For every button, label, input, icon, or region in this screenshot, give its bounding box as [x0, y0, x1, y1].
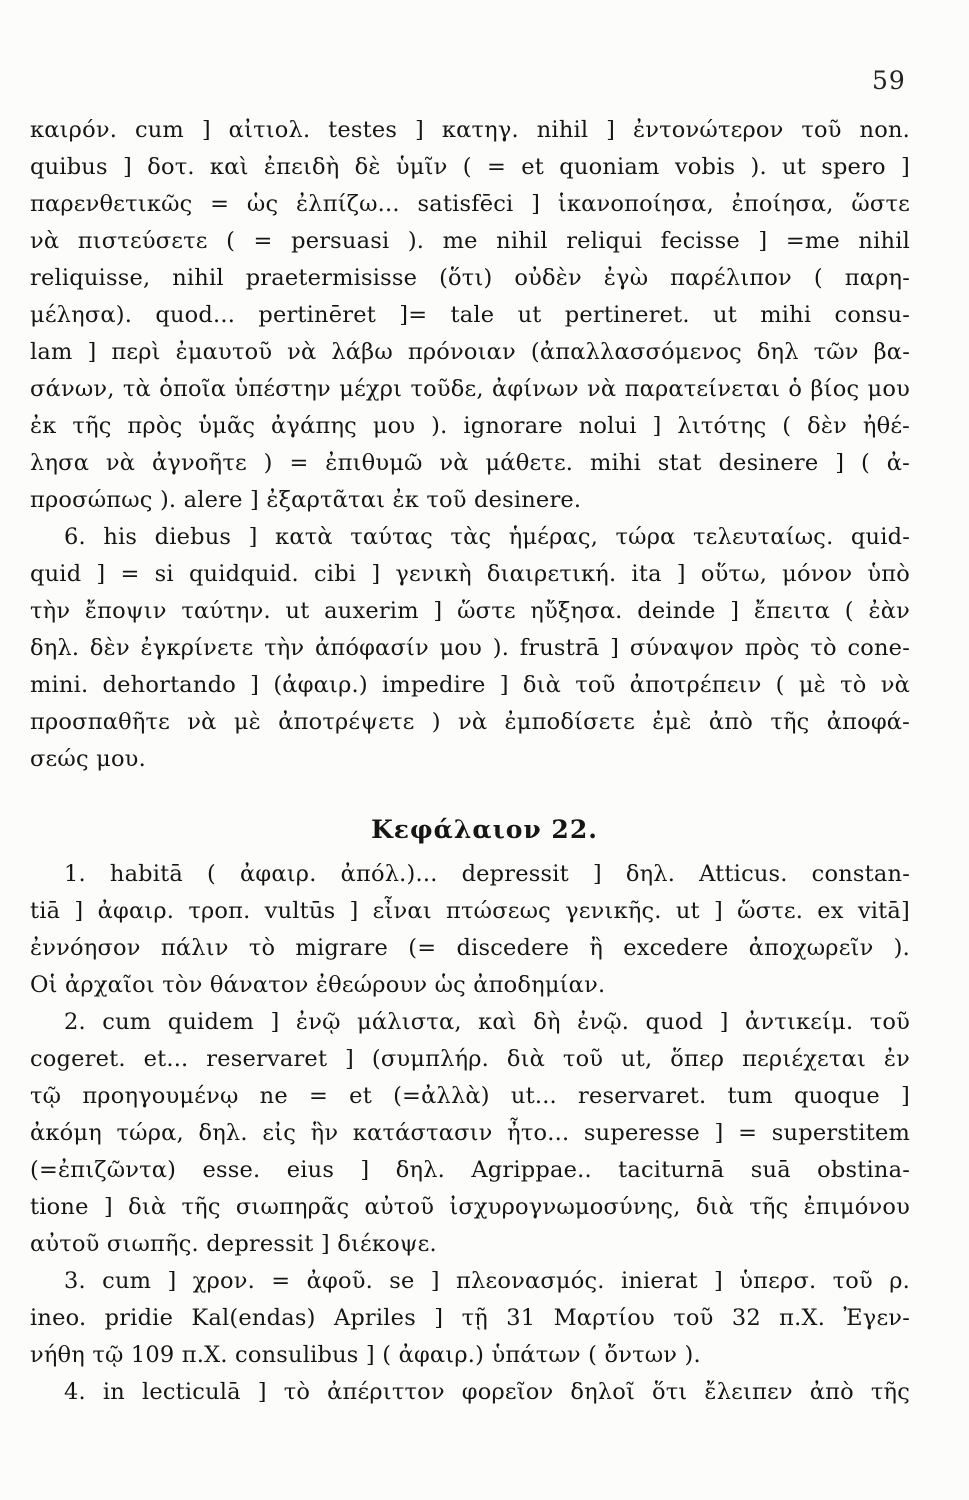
- text-line: προσπαθῆτε νὰ μὲ ἀποτρέψετε ) νὰ ἐμποδίσετε ἐμὲ ἀπὸ τῆς ἀποφά-: [30, 709, 910, 735]
- text-line: αὐτοῦ σιωπῆς. depressit ] διέκοψε.: [30, 1231, 437, 1257]
- text-line: νὰ πιστεύσετε ( = persuasi ). me nihil reliqui fecisse ] =me nihil: [30, 228, 910, 254]
- text-line: reliquisse, nihil praetermisisse (ὅτι) οὐδὲν ἐγὼ παρέλιπον ( παρη-: [30, 265, 910, 291]
- text-line: τὴν ἔποψιν ταύτην. ut auxerim ] ὥστε ηὔξησα. deinde ] ἔπειτα ( ἐὰν: [30, 598, 910, 624]
- text-line: ἐννόησον πάλιν τὸ migrare (= discedere ἢ excedere ἀποχωρεῖν ).: [30, 935, 910, 961]
- commentary-section-2: [30, 856, 910, 1411]
- text-line: νήθη τῷ 109 π.Χ. consulibus ] ( ἀφαιρ.) ὑπάτων ( ὄντων ).: [30, 1342, 701, 1368]
- text-line: τῷ προηγουμένῳ ne = et (=ἀλλὰ) ut... reservaret. tum quoque ]: [30, 1083, 910, 1109]
- text-line: λησα νὰ ἀγνοῆτε ) = ἐπιθυμῶ νὰ μάθετε. mihi stat desinere ] ( ἀ-: [30, 450, 910, 476]
- commentary-section-1: [30, 112, 910, 778]
- text-line: σάνων, τὰ ὁποῖα ὑπέστην μέχρι τοῦδε, ἀφίνων νὰ παρατείνεται ὁ βίος μου: [30, 376, 910, 402]
- text-line: tiā ] ἀφαιρ. τροπ. vultūs ] εἶναι πτώσεως γενικῆς. ut ] ὥστε. ex vitā]: [30, 898, 910, 924]
- text-line: 2. cum quidem ] ἐνῷ μάλιστα, καὶ δὴ ἐνῷ. quod ] ἀντικείμ. τοῦ: [64, 1009, 910, 1035]
- text-line: σεώς μου.: [30, 746, 146, 772]
- text-line: Οἱ ἀρχαῖοι τὸν θάνατον ἐθεώρουν ὡς ἀποδημίαν.: [30, 972, 606, 998]
- text-line: δηλ. δὲν ἐγκρίνετε τὴν ἀπόφασίν μου ). frustrā ] σύναψον πρὸς τὸ cone-: [30, 635, 910, 661]
- text-line: 1. habitā ( ἀφαιρ. ἀπόλ.)... depressit ] δηλ. Atticus. constan-: [64, 861, 910, 887]
- text-line: ἀκόμη τώρα, δηλ. εἰς ἣν κατάστασιν ἦτο... superesse ] = superstitem: [30, 1120, 910, 1146]
- text-line: quid ] = si quidquid. cibi ] γενικὴ διαιρετική. ita ] οὕτω, μόνον ὑπὸ: [30, 561, 910, 587]
- text-line: ἐκ τῆς πρὸς ὑμᾶς ἀγάπης μου ). ignorare nolui ] λιτότης ( δὲν ἠθέ-: [30, 413, 910, 439]
- text-line: ineo. pridie Kal(endas) Apriles ] τῇ 31 Μαρτίου τοῦ 32 π.Χ. Ἐγεν-: [30, 1305, 910, 1331]
- text-line: προσώπως ). alere ] ἐξαρτᾶται ἐκ τοῦ desinere.: [30, 487, 582, 513]
- text-line: mini. dehortando ] (ἀφαιρ.) impedire ] διὰ τοῦ ἀποτρέπειν ( μὲ τὸ νὰ: [30, 672, 910, 698]
- page-number: 59: [872, 66, 906, 95]
- text-line: 3. cum ] χρον. = ἀφοῦ. se ] πλεονασμός. inierat ] ὑπερσ. τοῦ ρ.: [64, 1268, 910, 1294]
- text-line: 6. his diebus ] κατὰ ταύτας τὰς ἡμέρας, τώρα τελευταίως. quid-: [64, 524, 910, 550]
- text-line: cogeret. et... reservaret ] (συμπλήρ. διὰ τοῦ ut, ὅπερ περιέχεται ἐν: [30, 1046, 910, 1072]
- text-line: lam ] περὶ ἐμαυτοῦ νὰ λάβω πρόνοιαν (ἀπαλλασσόμενος δηλ τῶν βα-: [30, 339, 910, 365]
- text-line: παρενθετικῶς = ὡς ἐλπίζω... satisfēci ] ἱκανοποίησα, ἐποίησα, ὥστε: [30, 191, 910, 217]
- text-line: 4. in lecticulā ] τὸ ἀπέριττον φορεῖον δηλοῖ ὅτι ἔλειπεν ἀπὸ τῆς: [64, 1379, 910, 1405]
- text-line: μέλησα). quod... pertinēret ]= tale ut pertineret. ut mihi consu-: [30, 302, 910, 328]
- text-line: tione ] διὰ τῆς σιωπηρᾶς αὐτοῦ ἰσχυρογνωμοσύνης, διὰ τῆς ἐπιμόνου: [30, 1194, 910, 1220]
- text-line: quibus ] δοτ. καὶ ἐπειδὴ δὲ ὑμῖν ( = et quoniam vobis ). ut spero ]: [30, 154, 910, 180]
- chapter-heading: Κεφάλαιον 22.: [371, 815, 598, 844]
- text-line: καιρόν. cum ] αἰτιολ. testes ] κατηγ. nihil ] ἐντονώτερον τοῦ non.: [30, 117, 910, 143]
- text-line: (=ἐπιζῶντα) esse. eius ] δηλ. Agrippae.. taciturnā suā obstina-: [30, 1157, 910, 1183]
